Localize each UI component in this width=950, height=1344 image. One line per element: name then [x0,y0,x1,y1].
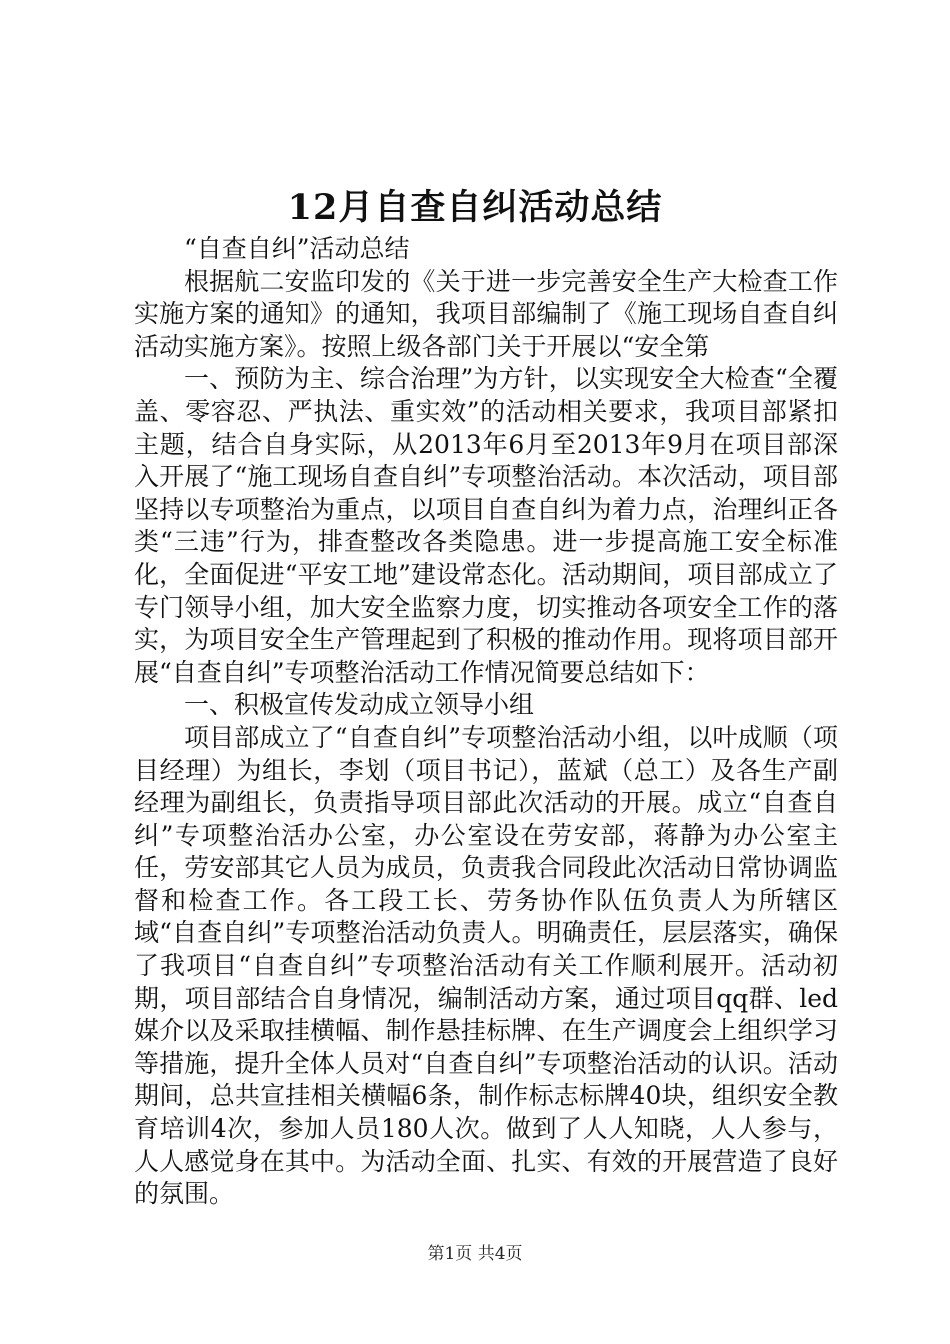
document-body [134,233,838,1211]
paragraph-guideline: 一、预防为主、综合治理”为方针，以实现安全大检查“全覆盖、零容忍、严执法、重实效”的活动相关要求，我项目部紧扣主题，结合自身实际，从2013年6月至2013年9月在项目部深入开展了“施工现场自查自纠”专项整治活动。本次活动，项目部坚持以专项整治为重点，以项目自查自纠为着力点，治理纠正各类“三违”行为，排查整改各类隐患。进一步提高施工安全标准化，全面促进“平安工地”建设常态化。活动期间，项目部成立了专门领导小组，加大安全监察力度，切实推动各项安全工作的落实，为项目安全生产管理起到了积极的推动作用。现将项目部开展“自查自纠”专项整治活动工作情况简要总结如下： [134,364,838,687]
paragraph-section-1: 项目部成立了“自查自纠”专项整治活动小组，以叶成顺（项目经理）为组长，李划（项目书记），蓝斌（总工）及各生产副经理为副组长，负责指导项目部此次活动的开展。成立“自查自纠”专项整治活办公室，办公室设在劳安部，蒋静为办公室主任，劳安部其它人员为成员，负责我合同段此次活动日常协调监督和检查工作。各工段工长、劳务协作队伍负责人为所辖区域“自查自纠”专项整治活动负责人。明确责任，层层落实，确保了我项目“自查自纠”专项整治活动有关工作顺利展开。活动初期，项目部结合自身情况，编制活动方案，通过项目qq群、led媒介以及采取挂横幅、制作悬挂标牌、在生产调度会上组织学习等措施，提升全体人员对“自查自纠”专项整治活动的认识。活动期间，总共宣挂相关横幅6条，制作标志标牌40块，组织安全教育培训4次，参加人员180人次。做到了人人知晓，人人参与，人人感觉身在其中。为活动全面、扎实、有效的开展营造了良好的氛围。 [134,722,838,1209]
page-footer: 第1页 共4页 [427,1244,523,1264]
paragraph-intro: 根据航二安监印发的《关于进一步完善安全生产大检查工作实施方案的通知》的通知，我项目部编制了《施工现场自查自纠活动实施方案》。按照上级各部门关于开展以“安全第 [134,266,838,361]
document-title: 12月自查自纠活动总结 [287,187,663,228]
section-heading-1: 一、积极宣传发动成立领导小组 [184,690,535,720]
paragraph-subtitle: “自查自纠”活动总结 [184,234,410,263]
